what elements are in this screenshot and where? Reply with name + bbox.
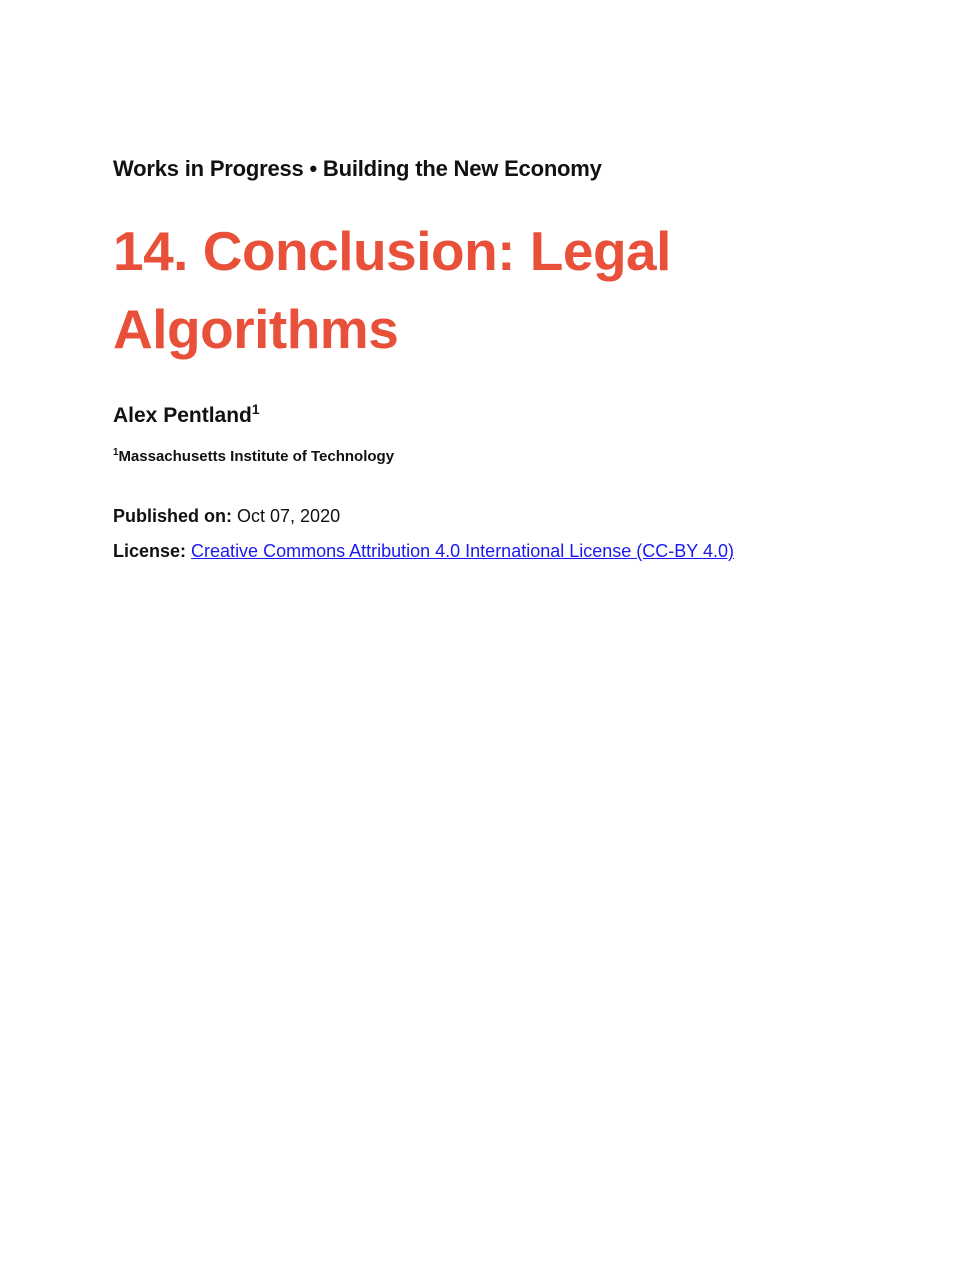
affiliation-marker: 1 — [113, 447, 119, 458]
affiliation-name: Massachusetts Institute of Technology — [118, 448, 395, 465]
license-link[interactable]: Creative Commons Attribution 4.0 International License (CC-BY 4.0) — [191, 541, 734, 561]
author-affiliation-marker: 1 — [251, 402, 260, 417]
license-label: License: — [113, 541, 187, 561]
page-title: 14. Conclusion: Legal Algorithms — [113, 220, 671, 360]
published-label: Published on: — [113, 506, 232, 526]
license-line — [113, 541, 734, 562]
published-date: Oct 07, 2020 — [237, 506, 341, 526]
series-header: Works in Progress • Building the New Economy — [113, 156, 602, 181]
published-line — [113, 506, 340, 527]
author-line — [113, 404, 259, 428]
affiliation-line — [113, 448, 394, 465]
author-name: Alex Pentland — [113, 404, 252, 427]
